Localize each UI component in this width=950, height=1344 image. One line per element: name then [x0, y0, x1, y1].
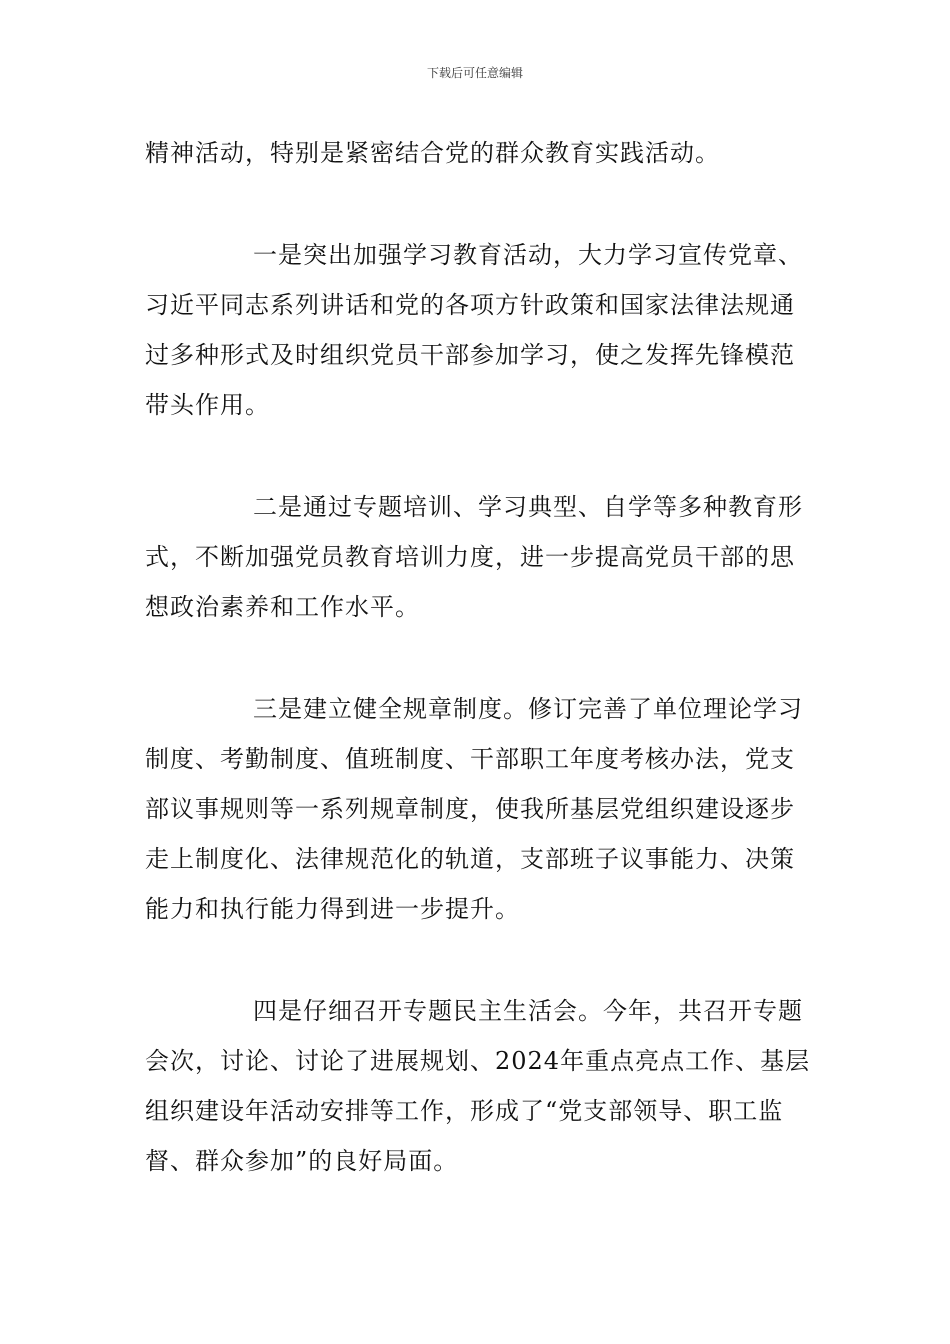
paragraph-regulations: 三是建立健全规章制度。修订完善了单位理论学习制度、考勤制度、值班制度、干部职工年度考核办法，党支部议事规则等一系列规章制度，使我所基层党组织建设逐步走上制度化、法律规范化的轨道，支部班子议事能力、决策能力和执行能力得到进一步提升。 — [145, 695, 803, 923]
page-header: 下载后可任意编辑 — [426, 66, 523, 80]
paragraph-gap — [145, 632, 815, 684]
paragraph-gap — [145, 430, 815, 482]
paragraph-gap — [145, 934, 815, 986]
paragraph-continuation: 精神活动，特别是紧密结合党的群众教育实践活动。 — [145, 139, 720, 167]
paragraph-training: 二是通过专题培训、学习典型、自学等多种教育形式，不断加强党员教育培训力度，进一步提高党员干部的思想政治素养和工作水平。 — [145, 493, 803, 621]
paragraph-gap — [145, 178, 815, 230]
document-body — [145, 128, 815, 1186]
paragraph-study-education: 一是突出加强学习教育活动，大力学习宣传党章、习近平同志系列讲话和党的各项方针政策和国家法律法规通过多种形式及时组织党员干部参加学习，使之发挥先锋模范带头作用。 — [145, 241, 803, 419]
paragraph-democratic-meeting: 四是仔细召开专题民主生活会。今年，共召开专题会次，讨论、讨论了进展规划、2024年重点亮点工作、基层组织建设年活动安排等工作，形成了“党支部领导、职工监督、群众参加”的良好局面。 — [145, 997, 811, 1175]
